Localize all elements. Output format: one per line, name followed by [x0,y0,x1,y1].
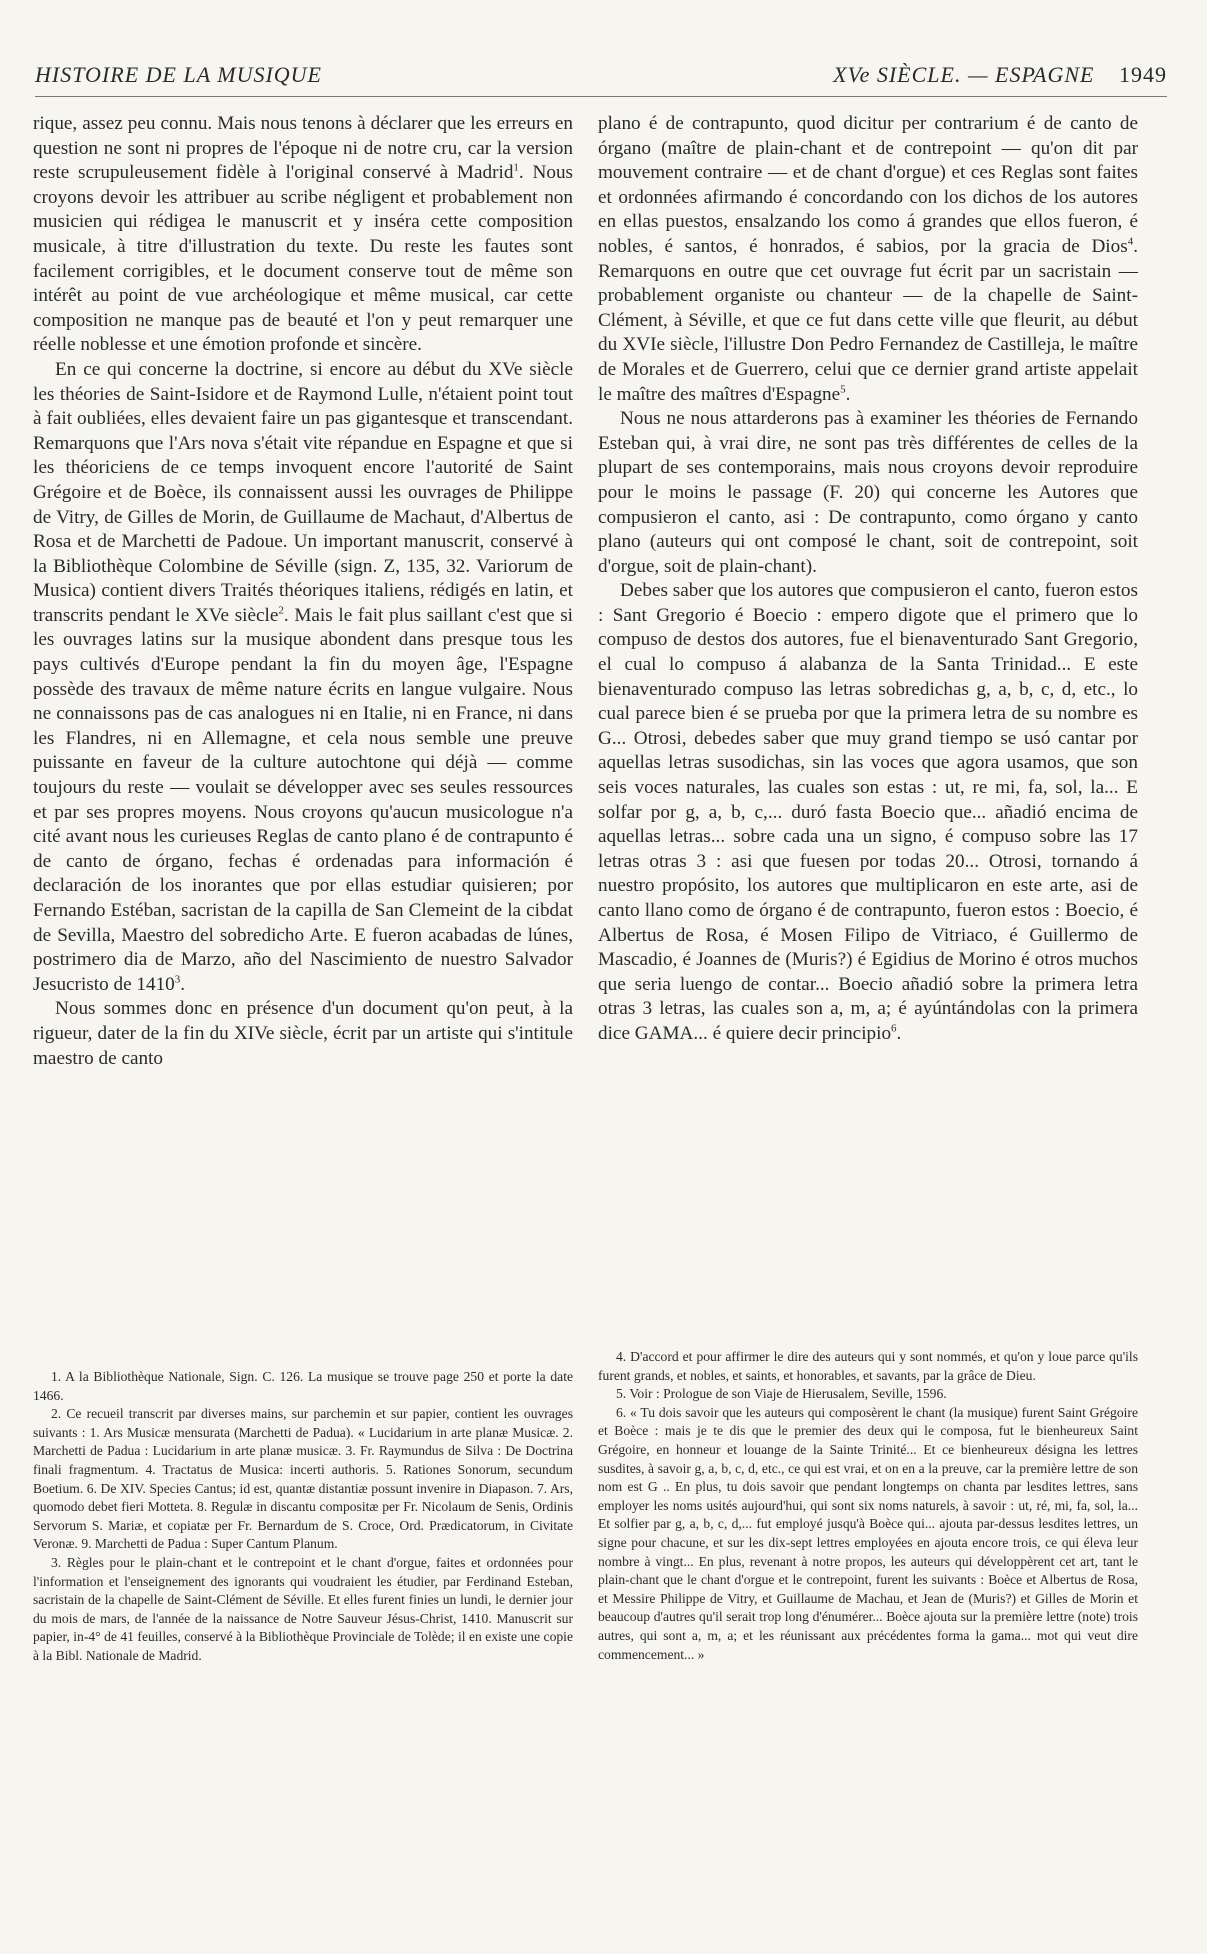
right-paragraph-2: Nous ne nous attarderons pas à examiner les théories de Fernando Esteban qui, à vrai dire, ne sont pas très différentes de celles de la plupart de ses contemporains, mais nous croyons devoir reproduire pour le moins le passage (F. 20) qui concerne les Autores que compusieron el canto, asi : De contrapunto, como órgano y canto plano (auteurs qui ont composé le chant, soit de contrepoint, soit d'orgue, soit de plain-chant). [598,408,1138,577]
footnote-3: 3. Règles pour le plain-chant et le contrepoint et le chant d'orgue, faites et ordonnées pour l'information et l'enseignement des ignorants qui voudraient les étudier, par Ferdinand Esteban, sacristain de la chapelle de Saint-Clément de Séville. Et elles furent finies un lundi, le dernier jour du mois de mars, de l'année de la naissance de Notre Sauveur Jésus-Christ, 1410. Manuscrit sur papier, in-4° de 41 feuilles, conservé à la Bibliothèque Provinciale de Tolède; il en existe une copie à la Bibl. Nationale de Madrid. [33,1554,573,1663]
right-p1-tail: . Remarquons en outre que cet ouvrage fut écrit par un sacristain — probablement organiste ou chanteur — de la chapelle de Saint-Clément, à Séville, et que ce fut dans cette ville que fleurit, au début du XVIe siècle, l'illustre Don Pedro Fernandez de Castilleja, le maître de Morales et de Guerrero, celui que ce dernier grand artiste appelait le maître des maîtres d'Espagne [598,235,1138,405]
footnote-5: 5. Voir : Prologue de son Viaje de Hierusalem, Seville, 1596. [616,1386,947,1402]
left-paragraph-2 [33,358,573,997]
right-p3-end: . [896,1022,902,1044]
footnote-ref: 6 [891,1022,897,1035]
right-paragraph-3 [598,579,1138,1046]
page-number: 1949 [1119,62,1167,87]
header-chapter-title: XVe SIÈCLE. — ESPAGNE [833,62,1095,87]
right-p3-text: Debes saber que los autores que compusieron el canto, fueron estos : Sant Gregorio é Boecio : empero digote que el primero que lo compuso de destos dos autores, fue el bienaventurado Sant Gregorio, el cual lo compuso á alabanza de la Santa Trinidad... E este bienaventurado compuso las letras sobredichas g, a, b, c, d, etc., lo cual parece bien é se prueba por que la primera letra de su nombre es G... Otrosi, debedes saber que muy grand tiempo se usó cantar por aquellas letras susodichas, sin las voces que agora usamos, que son seis voces naturales, las cuales son estas : ut, re mi, fa, sol, la... E solfar por g, a, b, c,... duró fasta Boecio que... añadió encima de aquellas letras... sobre cada una un signo, é compuso sobre las 17 letras otras 3 : asi que fuesen por todas 20... Otrosi, tornando á nuestro propósito, los autores que multiplicaron en este arte, asi de canto llano como de órgano é de contrapunto, fueron estos : Boecio, é Albertus de Rosa, é Mosen Filipo de Vitriaco, é Guillermo de Mascadio, é Joannes de (Muris?) é Egidius de Morino é otros muchos que seria luengo de contar... Boecio añadió sobre la primera letra otras 3 letras, las cuales son a, m, a; é ayúntándolas con la primera dice GAMA... é quiere decir principio [598,580,1138,1044]
right-paragraph-1 [598,112,1138,407]
left-column [33,112,573,1071]
left-p2-end: . [180,973,186,995]
left-p1-tail: . Nous croyons devoir les attribuer au scribe négligent et probablement non musicien qui rédigea le manuscrit et y inséra cette composition musicale, à titre d'illustration du texte. Du reste les fautes sont facilement corrigibles, et le document conserve tout de même son intérêt au point de vue archéologique et même musical, car cette composition ne manque pas de beauté et l'on y peut remarquer une réelle noblesse et une émotion profonde et sincère. [33,162,574,356]
footnote-6: 6. « Tu dois savoir que les auteurs qui composèrent le chant (la musique) furent Saint Grégoire et Boèce : mais je te dis que le premier des deux qui le composa, fut le bienheureux Saint Grégoire, en honneur et louange de la Sainte Trinité... Et ce bienheureux désigna les lettres susdites, à savoir g, a, b, c, d, etc., ce qui est vrai, et on en a la preuve, car la première lettre de son nom est G .. En plus, tu dois savoir que pendant longtemps on chanta par lesdites lettres, sans employer les noms usités aujourd'hui, qui sont six noms naturels, à savoir : ut, ré, mi, fa, sol, la... Et solfier par g, a, b, c, d,... fut employé jusqu'à Boèce qui... ajouta par-dessus lesdites lettres, un signe pour chacune, et sur les dix-sept lettres employées en ajouta encore trois, ce qui éleva leur nombre à vingt... En plus, revenant à notre propos, les auteurs qui développèrent cet art, tant le plain-chant que le chant d'orgue et le contrepoint, furent les suivants : Boèce et Albertus de Rosa, et Messire Philippe de Vitry, et Guillaume de Machau, et Jean de (Muris?) et Gilles de Morin et beaucoup d'autres qu'il serait trop long d'énumérer... Boèce ajouta sur la première lettre (note) trois autres, qui sont a, m, a; et les réunissant aux précédentes forma la gama... mot qui veut dire commencement... » [598,1404,1138,1662]
running-header [35,62,1167,97]
left-p2-tail: . Mais le fait plus saillant c'est que si les ouvrages latins sur la musique abondent dans presque tous les pays cultivés d'Europe pendant la fin du moyen âge, l'Espagne possède des travaux de même nature écrits en langue vulgaire. Nous ne connaissons pas de cas analogues ni en Italie, ni en France, ni dans les Flandres, ni en Allemagne, et cela nous semble une preuve puissante en faveur de la culture autochtone qui déjà — comme toujours du reste — voulait se développer avec ses seules ressources et par ses propres moyens. Nous croyons qu'aucun musicologue n'a cité avant nous les curieuses Reglas de canto plano é de contrapunto é de canto de órgano, fechas é ordenadas para información é declaración de los inorantes que por ellas estudiar quisieren; por Fernando Estéban, sacristan de la capilla de San Clemeint de la cibdat de Sevilla, Maestro del sobredicho Arte. E fueron acabadas de lúnes, postrimero dia de Marzo, año del Nascimiento de nuestro Salvador Jesucristo de 1410 [33,604,573,995]
footnotes-right [598,1348,1138,1664]
footnote-2: 2. Ce recueil transcrit par diverses mains, sur parchemin et sur papier, contient les ouvrages suivants : 1. Ars Musicæ mensurata (Marchetti de Padua). « Lucidarium in arte planæ Musicæ. 2. Marchetti de Padua : Lucidarium in arte planæ musicæ. 3. Fr. Raymundus de Silva : De Doctrina finali fragmentum. 4. Tractatus de Musica: incerti authoris. 5. Rationes Sonorum, secundum Boetium. 6. De XIV. Species Cantus; id est, quantæ distantiæ possunt invenire in Diapason. 7. Ars, quomodo debet fieri Motteta. 8. Regulæ in discantu compositæ per Fr. Nicolaum de Senis, Ordinis Servorum S. Mariæ, et copiatæ per Fr. Bernardum de S. Croce, Ord. Prædicatorum, in Civitate Veronæ. 9. Marchetti de Padua : Super Cantum Planum. [33,1406,573,1552]
left-paragraph-3: Nous sommes donc en présence d'un document qu'on peut, à la rigueur, dater de la fin du XIVe siècle, écrit par un artiste qui s'intitule maestro de canto [33,998,573,1069]
footnotes-left [33,1368,573,1666]
footnote-ref: 3 [174,973,181,986]
footnote-4: 4. D'accord et pour affirmer le dire des auteurs qui y sont nommés, et qu'on y loue parce qu'ils furent grands, et nobles, et saints, et honorables, et savants, par la grâce de Dieu. [598,1349,1138,1383]
left-p2-text: En ce qui concerne la doctrine, si encore au début du XVe siècle les théories de Saint-Isidore et de Raymond Lulle, n'étaient point tout à fait oubliées, elles devaient faire un pas gigantesque et transcendant. Remarquons que l'Ars nova s'était vite répandue en Espagne et que si les théoriciens de ce temps invoquent encore l'autorité de Saint Grégoire et de Boèce, ils connaissent aussi les ouvrages de Philippe de Vitry, de Gilles de Morin, de Guillaume de Machaut, d'Albertus de Rosa et de Marchetti de Padoue. Un important manuscrit, conservé à la Bibliothèque Colombine de Séville (sign. Z, 135, 32. Variorum de Musica) contient divers Traités théoriques italiens, rédigés en latin, et transcrits pendant le XVe siècle [33,358,573,626]
footnote-ref: 5 [840,383,846,396]
left-p1-text: rique, assez peu connu. Mais nous tenons à déclarer que les erreurs en question ne sont ni propres de l'époque ni de notre cru, car la version reste scrupuleusement fidèle à l'original conservé à Madrid [33,113,573,184]
left-paragraph-1 [33,112,573,358]
header-right [833,62,1167,88]
right-p1-text: plano é de contrapunto, quod dicitur per contrarium é de canto de órgano (maître de plain-chant et de contrepoint — qu'on dit par mouvement contraire — et de chant d'orgue) et ces Reglas sont faites et ordonnées afirmando é concordando con los dichos de los autores en ellas puestos, ensalzando los como á grandes que ellos fueron, é nobles, é santos, é honrados, é sabios, por la gracia de Dios [598,113,1138,257]
footnote-1: 1. A la Bibliothèque Nationale, Sign. C. 126. La musique se trouve page 250 et porte la date 1466. [33,1369,573,1403]
footnote-ref: 1 [513,161,519,174]
footnote-ref: 2 [278,604,284,617]
header-book-title: HISTOIRE DE LA MUSIQUE [35,62,322,87]
right-column [598,112,1138,1047]
footnote-ref: 4 [1127,235,1134,248]
right-p1-end: . [845,383,851,405]
